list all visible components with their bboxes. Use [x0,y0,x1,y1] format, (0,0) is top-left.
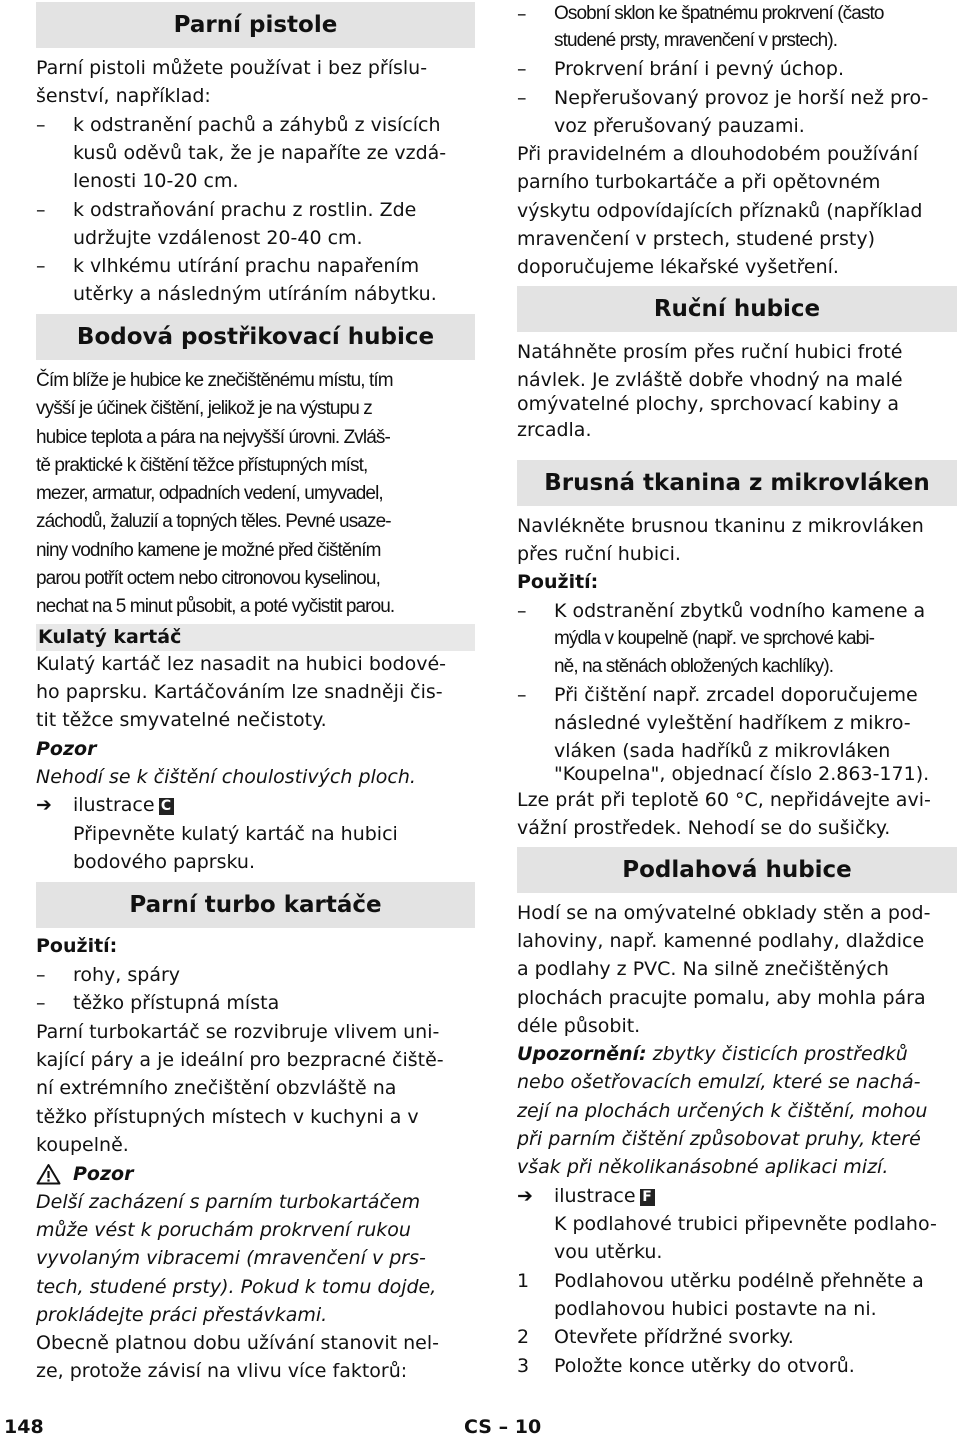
subheading-kulaty-kartac: Kulatý kartáč [36,624,475,651]
section-code: CS [464,1416,492,1438]
paragraph-line: hubice teplota a pára na nejvyšší úrovni. Zvláš- [36,427,390,448]
warning-triangle-icon [36,1163,61,1185]
figure-reference [73,791,174,819]
dash-marker: – [36,992,46,1014]
list-item-line: lenosti 10-20 cm. [73,170,239,192]
paragraph-line: plochách pracujte pomalu, aby mohla pára [517,987,926,1009]
section-dash: – [498,1416,509,1438]
warning-label: Pozor [73,1163,134,1185]
list-item-line: vláken (sada hadříků z mikrovláken [554,740,891,762]
list-item-line: Při čištění např. zrcadel doporučujeme [554,684,918,706]
caution-label: Pozor [36,738,97,760]
paragraph-line: přes ruční hubici. [517,543,681,565]
intro-line: Parní pistoli můžete používat i bez příslu- [36,57,428,79]
paragraph-line: doporučujeme lékařské vyšetření. [517,256,839,278]
heading-brusna: Brusná tkanina z mikrovláken [517,460,957,506]
warning-line: Delší zacházení s parním turbokartáčem [36,1191,421,1213]
usage-label: Použití: [517,571,599,593]
paragraph-line: koupelně. [36,1134,129,1156]
step-number: 1 [517,1270,530,1292]
paragraph-line: lahoviny, např. kamenné podlahy, dlaždice [517,930,925,952]
page-number: 148 [4,1416,44,1438]
step-line: Otevřete přídržné svorky. [554,1326,794,1348]
warning-line: tech, studené prsty). Pokud k tomu dojde, [36,1276,437,1298]
paragraph-line: Natáhněte prosím přes ruční hubici froté [517,341,903,363]
warning-line: vyvolaným vibracemi (mravenčení v prs- [36,1247,426,1269]
paragraph-line: ho paprsku. Kartáčováním lze snadněji čis- [36,681,443,703]
heading-parni-pistole: Parní pistole [36,2,475,48]
figure-letter-badge: C [159,798,174,815]
paragraph-line: Obecně platnou dobu užívání stanovit nel- [36,1332,440,1354]
warning-line: může vést k poruchám prokrvení rukou [36,1219,411,1241]
step-number: 2 [517,1326,530,1348]
paragraph-line: návlek. Je zvláště dobře vhodný na malé [517,369,903,391]
section-page-number: 10 [514,1416,542,1438]
figure-label: ilustrace [73,794,155,816]
list-item-line: mýdla v koupelně (např. ve sprchové kabi- [554,628,875,649]
section-page-label [464,1416,541,1438]
dash-marker: – [36,964,46,986]
dash-marker: – [36,114,46,136]
paragraph-line: výskytu odpovídajících příznaků (například [517,200,923,222]
paragraph-line: ní extrémního znečištění obzvláště na [36,1077,397,1099]
step-line: bodového paprsku. [73,851,255,873]
note-line: zejí na plochách určených k čištění, mohou [517,1100,928,1122]
paragraph-line: tě praktické k čištění těžce přístupných míst, [36,455,368,476]
step-line: Položte konce utěrky do otvorů. [554,1355,855,1377]
step-line: podlahovou hubici postavte na ni. [554,1298,877,1320]
paragraph-line: Čím blíže je hubice ke znečištěnému místu, tím [36,370,393,391]
paragraph-line: Lze prát při teplotě 60 °C, nepřidávejte avi- [517,789,931,811]
paragraph-line: Při pravidelném a dlouhodobém používání [517,143,919,165]
paragraph-line: zrcadla. [517,419,592,441]
paragraph-line: vážní prostředek. Nehodí se do sušičky. [517,817,891,839]
paragraph-line: ze, protože závisí na vlivu více faktorů: [36,1360,408,1382]
note-line: však při několikanásobné aplikaci mizí. [517,1156,889,1178]
paragraph-line: Parní turbokartáč se rozvibruje vlivem uni- [36,1021,440,1043]
dash-marker: – [517,87,527,109]
list-item-line: studené prsty, mravenčení v prstech). [554,30,838,51]
paragraph-line: a podlahy z PVC. Na silně znečištěných [517,958,889,980]
paragraph-line: Kulatý kartáč lez nasadit na hubici bodové- [36,653,447,675]
list-item-line: utěrky a následným utíráním nábytku. [73,283,437,305]
list-item-line: k vlhkému utírání prachu napařením [73,255,420,277]
step-line: Podlahovou utěrku podélně přehněte a [554,1270,924,1292]
caution-text: Nehodí se k čištění choulostivých ploch. [36,766,416,788]
arrow-right-icon: ➔ [517,1185,533,1207]
list-item: rohy, spáry [73,964,181,986]
list-item-line: udržujte vzdálenost 20-40 cm. [73,227,363,249]
figure-step-line: K podlahové trubici připevněte podlaho- [554,1213,937,1235]
list-item-line: Nepřerušovaný provoz je horší než pro- [554,87,929,109]
arrow-right-icon: ➔ [36,794,52,816]
note-text: zbytky čisticích prostředků [646,1043,908,1065]
paragraph-line: těžko přístupných místech v kuchyni a v [36,1106,419,1128]
heading-bodova: Bodová postřikovací hubice [36,314,475,360]
dash-marker: – [517,600,527,622]
dash-marker: – [517,3,527,25]
paragraph-line: Navlékněte brusnou tkaninu z mikrovláken [517,515,924,537]
dash-marker: – [36,199,46,221]
list-item: těžko přístupná místa [73,992,280,1014]
paragraph-line: záchodů, žaluzií a topných těles. Pevné usaze- [36,511,391,532]
paragraph-line: parního turbokartáče a při opětovném [517,171,881,193]
paragraph-line: mravenčení v prstech, studené prsty) [517,228,875,250]
list-item-line: Osobní sklon ke špatnému prokrvení (často [554,3,884,24]
figure-reference [554,1182,655,1210]
paragraph-line: mezer, armatur, odpadních vedení, umyvadel, [36,483,383,504]
figure-letter-badge: F [640,1189,655,1206]
paragraph-line: vyšší je účinek čištění, jelikož je na výstupu z [36,398,372,419]
paragraph-line: niny vodního kamene je možné před čištěním [36,540,381,561]
list-item-line: následné vyleštění hadříkem z mikro- [554,712,911,734]
paragraph-line: tit těžce smyvatelné nečistoty. [36,709,327,731]
figure-label: ilustrace [554,1185,636,1207]
figure-step-line: vou utěrku. [554,1241,663,1263]
list-item-line: k odstranění pachů a záhybů z visících [73,114,441,136]
paragraph-line: Hodí se na omývatelné obklady stěn a pod- [517,902,931,924]
dash-marker: – [517,684,527,706]
intro-line: šenství, například: [36,85,211,107]
list-item-line: "Koupelna", objednací číslo 2.863-171). [554,763,930,785]
list-item-line: ně, na stěnách obložených kachlíky). [554,656,834,677]
paragraph-line: kající páry a je ideální pro bezpracné čiště- [36,1049,444,1071]
list-item-line: Prokrvení brání i pevný úchop. [554,58,845,80]
paragraph-line: omývatelné plochy, sprchovací kabiny a [517,393,899,415]
step-line: Připevněte kulatý kartáč na hubici [73,823,398,845]
dash-marker: – [517,58,527,80]
note-line [517,1040,908,1068]
note-line: při parním čištění způsobovat pruhy, které [517,1128,921,1150]
paragraph-line: déle působit. [517,1015,641,1037]
list-item-line: voz přerušovaný pauzami. [554,115,805,137]
paragraph-line: nechat na 5 minut působit, a poté vyčistit parou. [36,596,395,617]
heading-podlahova: Podlahová hubice [517,847,957,893]
step-number: 3 [517,1355,530,1377]
dash-marker: – [36,255,46,277]
note-line: nebo ošetřovacích emulzí, které se nachá- [517,1071,921,1093]
note-label: Upozornění: [517,1043,647,1065]
paragraph-line: parou potřít octem nebo citronovou kyselinou, [36,568,380,589]
list-item-line: K odstranění zbytků vodního kamene a [554,600,926,622]
list-item-line: kusů oděvů tak, že je napaříte ze vzdá- [73,142,447,164]
list-item-line: k odstraňování prachu z rostlin. Zde [73,199,417,221]
usage-label: Použití: [36,935,118,957]
heading-turbo: Parní turbo kartáče [36,882,475,928]
warning-line: prokládejte práci přestávkami. [36,1304,328,1326]
heading-rucni: Ruční hubice [517,286,957,332]
